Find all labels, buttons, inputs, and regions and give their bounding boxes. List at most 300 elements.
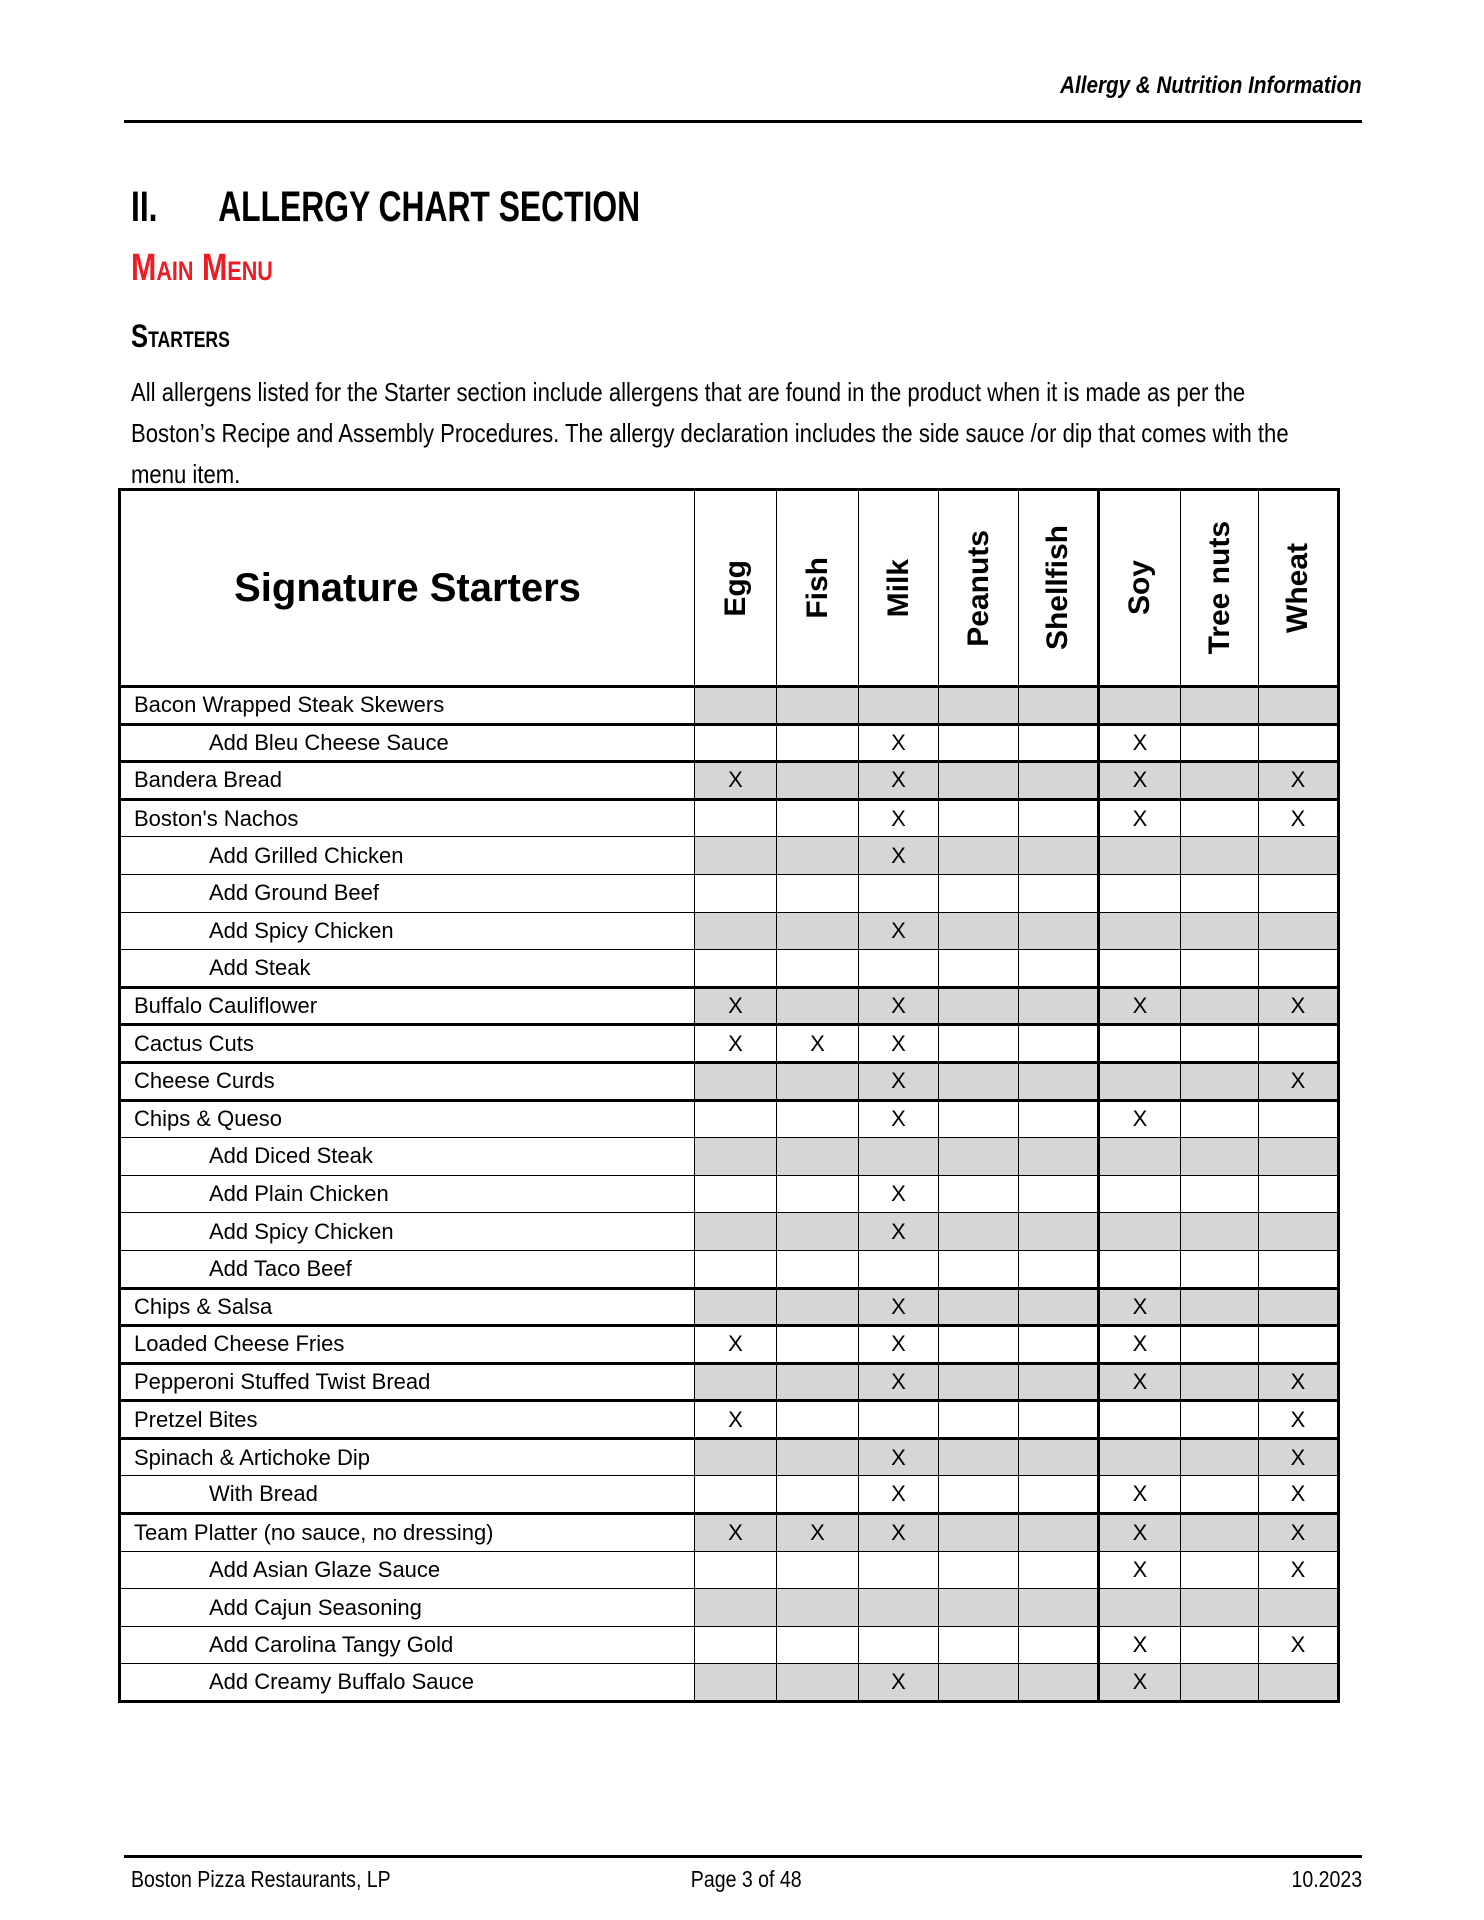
- allergen-mark-cell: X: [777, 1025, 859, 1063]
- section-number: II.: [131, 183, 158, 231]
- table-row: [120, 1401, 1339, 1439]
- allergen-mark-cell: [1259, 1175, 1339, 1213]
- menu-item-label: Add Grilled Chicken: [120, 837, 695, 875]
- allergen-mark-cell: [939, 1062, 1019, 1100]
- allergen-mark-cell: [1019, 1664, 1099, 1702]
- allergen-mark-cell: [1181, 1589, 1259, 1627]
- menu-item-label: Bacon Wrapped Steak Skewers: [120, 687, 695, 725]
- allergen-mark-cell: [777, 837, 859, 875]
- allergen-mark-cell: [1019, 1100, 1099, 1138]
- allergen-mark-cell: [1019, 1288, 1099, 1326]
- menu-item-label: Add Spicy Chicken: [120, 912, 695, 950]
- table-row: [120, 1025, 1339, 1063]
- allergen-mark-cell: X: [695, 762, 777, 800]
- table-row: [120, 1062, 1339, 1100]
- allergen-mark-cell: [939, 1514, 1019, 1552]
- table-row: [120, 1664, 1339, 1702]
- allergen-mark-cell: X: [1259, 1401, 1339, 1439]
- allergen-mark-cell: [859, 1138, 939, 1176]
- allergen-mark-cell: X: [1099, 724, 1181, 762]
- footer-date: 10.2023: [1291, 1866, 1362, 1892]
- allergen-mark-cell: [1181, 1514, 1259, 1552]
- table-row: [120, 724, 1339, 762]
- table-row: [120, 799, 1339, 837]
- allergen-mark-cell: [939, 1175, 1019, 1213]
- allergen-mark-cell: [1259, 874, 1339, 912]
- allergen-mark-cell: [1019, 762, 1099, 800]
- allergen-mark-cell: [777, 1363, 859, 1401]
- allergen-mark-cell: [1099, 1250, 1181, 1288]
- allergen-mark-cell: [1181, 1551, 1259, 1589]
- allergen-mark-cell: [695, 687, 777, 725]
- allergen-mark-cell: [939, 1326, 1019, 1364]
- allergen-mark-cell: [695, 1664, 777, 1702]
- allergen-mark-cell: [1019, 912, 1099, 950]
- allergen-mark-cell: [1099, 1401, 1181, 1439]
- allergen-mark-cell: [1259, 1664, 1339, 1702]
- allergen-mark-cell: [695, 950, 777, 988]
- allergen-mark-cell: [695, 1626, 777, 1664]
- allergen-mark-cell: X: [859, 1100, 939, 1138]
- allergen-mark-cell: X: [859, 1175, 939, 1213]
- table-row: [120, 1514, 1339, 1552]
- menu-item-label: Add Diced Steak: [120, 1138, 695, 1176]
- allergen-mark-cell: [1099, 1138, 1181, 1176]
- allergen-mark-cell: [1019, 1250, 1099, 1288]
- table-row: [120, 950, 1339, 988]
- menu-item-label: Boston's Nachos: [120, 799, 695, 837]
- allergen-mark-cell: [939, 1100, 1019, 1138]
- intro-line: menu item.: [131, 459, 241, 489]
- column-header-label: Shellfish: [1041, 525, 1074, 651]
- table-row: [120, 1438, 1339, 1476]
- allergen-mark-cell: [939, 1401, 1019, 1439]
- column-header-label: Tree nuts: [1202, 521, 1236, 655]
- allergen-mark-cell: [1259, 724, 1339, 762]
- allergen-mark-cell: X: [859, 799, 939, 837]
- allergen-mark-cell: [859, 1401, 939, 1439]
- allergen-mark-cell: [1259, 950, 1339, 988]
- intro-line: All allergens listed for the Starter section include allergens that are found in the product when it is made as per the: [131, 377, 1246, 407]
- section-heading: [131, 183, 819, 232]
- allergen-mark-cell: [695, 1062, 777, 1100]
- table-row: [120, 762, 1339, 800]
- allergen-mark-cell: [777, 1213, 859, 1251]
- column-header-shellfish: [1019, 490, 1099, 687]
- allergen-mark-cell: [939, 1213, 1019, 1251]
- allergen-mark-cell: [939, 987, 1019, 1025]
- menu-item-label: Add Steak: [120, 950, 695, 988]
- allergen-mark-cell: X: [1259, 987, 1339, 1025]
- footer-company: Boston Pizza Restaurants, LP: [131, 1866, 391, 1892]
- table-row: [120, 874, 1339, 912]
- column-header-label: Fish: [800, 557, 834, 619]
- allergen-mark-cell: X: [859, 912, 939, 950]
- table-row: [120, 987, 1339, 1025]
- allergen-mark-cell: X: [1099, 987, 1181, 1025]
- allergen-mark-cell: [695, 1138, 777, 1176]
- allergen-mark-cell: [1259, 1250, 1339, 1288]
- allergen-mark-cell: [1099, 1062, 1181, 1100]
- main-menu-heading-text: Main Menu: [131, 247, 273, 289]
- header-divider: [124, 120, 1362, 123]
- table-row: [120, 1288, 1339, 1326]
- allergen-mark-cell: [1019, 1476, 1099, 1514]
- allergen-mark-cell: [777, 1250, 859, 1288]
- allergen-mark-cell: [939, 950, 1019, 988]
- allergen-mark-cell: [1181, 1401, 1259, 1439]
- allergen-mark-cell: [1259, 1138, 1339, 1176]
- allergen-mark-cell: [1181, 987, 1259, 1025]
- allergen-mark-cell: [1019, 1551, 1099, 1589]
- allergen-mark-cell: [777, 762, 859, 800]
- allergen-mark-cell: X: [859, 1062, 939, 1100]
- allergen-mark-cell: [939, 1363, 1019, 1401]
- allergen-mark-cell: [695, 1288, 777, 1326]
- allergen-mark-cell: [1181, 1476, 1259, 1514]
- allergen-mark-cell: [1259, 1589, 1339, 1627]
- allergen-mark-cell: [939, 1438, 1019, 1476]
- allergen-mark-cell: [1099, 837, 1181, 875]
- allergen-mark-cell: [1019, 1326, 1099, 1364]
- allergen-mark-cell: X: [859, 987, 939, 1025]
- table-row: [120, 1589, 1339, 1627]
- allergen-mark-cell: [1099, 912, 1181, 950]
- allergen-mark-cell: X: [1259, 1438, 1339, 1476]
- allergen-mark-cell: [1099, 1589, 1181, 1627]
- allergen-mark-cell: [695, 1551, 777, 1589]
- allergen-mark-cell: [1019, 1025, 1099, 1063]
- allergen-mark-cell: [1181, 1250, 1259, 1288]
- allergen-mark-cell: [1181, 1100, 1259, 1138]
- column-header-label: Egg: [718, 559, 752, 617]
- footer-page-number-text: Page 3 of 48: [691, 1866, 802, 1892]
- allergen-mark-cell: [695, 724, 777, 762]
- allergen-mark-cell: [1019, 987, 1099, 1025]
- allergen-mark-cell: X: [1099, 1288, 1181, 1326]
- allergen-mark-cell: [1019, 1626, 1099, 1664]
- menu-item-label: With Bread: [120, 1476, 695, 1514]
- allergen-mark-cell: [939, 912, 1019, 950]
- allergen-mark-cell: [1259, 837, 1339, 875]
- allergen-mark-cell: X: [859, 762, 939, 800]
- allergen-mark-cell: [859, 687, 939, 725]
- allergen-mark-cell: X: [1259, 1626, 1339, 1664]
- footer-page-number: [131, 1866, 1362, 1893]
- column-header-peanuts: [939, 490, 1019, 687]
- menu-item-label: Bandera Bread: [120, 762, 695, 800]
- allergen-mark-cell: [695, 1175, 777, 1213]
- menu-item-label: Add Creamy Buffalo Sauce: [120, 1664, 695, 1702]
- table-row: [120, 1100, 1339, 1138]
- allergen-mark-cell: X: [1099, 1664, 1181, 1702]
- allergen-mark-cell: X: [859, 1438, 939, 1476]
- allergen-mark-cell: X: [1099, 1514, 1181, 1552]
- allergen-mark-cell: [939, 874, 1019, 912]
- allergen-mark-cell: [1181, 1025, 1259, 1063]
- allergen-mark-cell: [695, 874, 777, 912]
- menu-item-label: Add Bleu Cheese Sauce: [120, 724, 695, 762]
- allergen-mark-cell: [777, 912, 859, 950]
- allergen-mark-cell: X: [1259, 1062, 1339, 1100]
- starters-heading-text: Starters: [131, 318, 230, 354]
- menu-item-label: Pepperoni Stuffed Twist Bread: [120, 1363, 695, 1401]
- allergen-mark-cell: [777, 799, 859, 837]
- allergen-mark-cell: [1019, 1213, 1099, 1251]
- allergen-mark-cell: [939, 1589, 1019, 1627]
- allergen-mark-cell: [939, 1551, 1019, 1589]
- allergen-mark-cell: X: [695, 1025, 777, 1063]
- allergen-mark-cell: [1181, 874, 1259, 912]
- allergen-mark-cell: [859, 1626, 939, 1664]
- menu-item-label: Team Platter (no sauce, no dressing): [120, 1514, 695, 1552]
- allergen-mark-cell: [695, 912, 777, 950]
- allergy-table: [118, 488, 1340, 1703]
- column-header-label: Milk: [881, 558, 915, 618]
- column-header-tree-nuts: [1181, 490, 1259, 687]
- allergen-mark-cell: X: [1259, 1476, 1339, 1514]
- allergen-mark-cell: [777, 987, 859, 1025]
- allergen-mark-cell: [1019, 1138, 1099, 1176]
- allergen-mark-cell: [1181, 762, 1259, 800]
- menu-item-label: Add Taco Beef: [120, 1250, 695, 1288]
- allergen-mark-cell: [939, 1664, 1019, 1702]
- allergen-mark-cell: [695, 837, 777, 875]
- table-header-row: [120, 490, 1339, 687]
- menu-item-label: Add Plain Chicken: [120, 1175, 695, 1213]
- allergen-mark-cell: X: [1099, 1100, 1181, 1138]
- menu-item-label: Add Spicy Chicken: [120, 1213, 695, 1251]
- allergen-mark-cell: [1181, 724, 1259, 762]
- allergen-mark-cell: [695, 1100, 777, 1138]
- allergen-mark-cell: [939, 1626, 1019, 1664]
- allergen-mark-cell: X: [1259, 1514, 1339, 1552]
- column-header-label: Peanuts: [961, 529, 995, 647]
- table-title-cell: Signature Starters: [120, 490, 695, 687]
- allergen-mark-cell: [1099, 687, 1181, 725]
- allergen-mark-cell: [939, 1288, 1019, 1326]
- allergen-mark-cell: [1099, 1025, 1181, 1063]
- table-row: [120, 687, 1339, 725]
- allergen-mark-cell: [1019, 1175, 1099, 1213]
- allergen-mark-cell: [777, 1175, 859, 1213]
- allergen-mark-cell: [777, 1589, 859, 1627]
- menu-item-label: Add Cajun Seasoning: [120, 1589, 695, 1627]
- allergen-mark-cell: [777, 1476, 859, 1514]
- allergen-mark-cell: X: [859, 1288, 939, 1326]
- menu-item-label: Loaded Cheese Fries: [120, 1326, 695, 1364]
- allergen-mark-cell: X: [859, 1326, 939, 1364]
- intro-line: Boston’s Recipe and Assembly Procedures. The allergy declaration includes the side sauce /or dip that comes with the: [131, 418, 1289, 448]
- column-header-egg: [695, 490, 777, 687]
- allergen-mark-cell: [1019, 1401, 1099, 1439]
- table-row: [120, 1213, 1339, 1251]
- allergen-mark-cell: [1181, 1626, 1259, 1664]
- allergen-mark-cell: [695, 1213, 777, 1251]
- allergen-mark-cell: [1019, 1589, 1099, 1627]
- allergen-mark-cell: [1259, 1025, 1339, 1063]
- menu-item-label: Chips & Queso: [120, 1100, 695, 1138]
- allergen-mark-cell: [1259, 687, 1339, 725]
- table-row: [120, 1363, 1339, 1401]
- table-row: [120, 912, 1339, 950]
- allergen-mark-cell: [1181, 1363, 1259, 1401]
- allergen-mark-cell: [777, 1438, 859, 1476]
- table-row: [120, 1175, 1339, 1213]
- table-row: [120, 1551, 1339, 1589]
- allergen-mark-cell: [1019, 724, 1099, 762]
- allergen-mark-cell: [777, 874, 859, 912]
- allergen-mark-cell: [1181, 1438, 1259, 1476]
- allergen-mark-cell: [939, 1476, 1019, 1514]
- allergen-mark-cell: [1019, 1363, 1099, 1401]
- allergen-mark-cell: [777, 1100, 859, 1138]
- allergen-mark-cell: [695, 1363, 777, 1401]
- allergen-mark-cell: [777, 1664, 859, 1702]
- allergen-mark-cell: [1181, 799, 1259, 837]
- allergen-mark-cell: [777, 950, 859, 988]
- allergen-mark-cell: [777, 1401, 859, 1439]
- allergen-mark-cell: [777, 1626, 859, 1664]
- column-header-label: Wheat: [1281, 543, 1314, 633]
- allergen-mark-cell: [1099, 1175, 1181, 1213]
- allergen-mark-cell: [1181, 1664, 1259, 1702]
- footer-divider: [124, 1855, 1362, 1858]
- column-header-wheat: [1259, 490, 1339, 687]
- allergen-mark-cell: [695, 1476, 777, 1514]
- allergen-mark-cell: [1259, 1100, 1339, 1138]
- allergen-mark-cell: [939, 724, 1019, 762]
- allergen-mark-cell: [1181, 912, 1259, 950]
- menu-item-label: Buffalo Cauliflower: [120, 987, 695, 1025]
- allergen-mark-cell: X: [1099, 1326, 1181, 1364]
- allergen-mark-cell: X: [695, 1326, 777, 1364]
- table-row: [120, 1626, 1339, 1664]
- allergen-mark-cell: [1099, 874, 1181, 912]
- allergen-mark-cell: X: [1099, 1551, 1181, 1589]
- allergen-mark-cell: [859, 1589, 939, 1627]
- allergen-mark-cell: [1019, 874, 1099, 912]
- allergen-mark-cell: X: [695, 1514, 777, 1552]
- table-row: [120, 1250, 1339, 1288]
- allergen-mark-cell: [695, 1589, 777, 1627]
- allergen-mark-cell: X: [695, 1401, 777, 1439]
- allergen-mark-cell: [1019, 799, 1099, 837]
- allergen-mark-cell: [859, 950, 939, 988]
- allergen-mark-cell: [1099, 1438, 1181, 1476]
- allergen-mark-cell: [1019, 1514, 1099, 1552]
- allergen-mark-cell: X: [859, 724, 939, 762]
- allergen-mark-cell: [777, 1288, 859, 1326]
- allergen-mark-cell: [1181, 1138, 1259, 1176]
- table-row: [120, 1138, 1339, 1176]
- allergen-mark-cell: [777, 1138, 859, 1176]
- allergen-mark-cell: [1181, 1062, 1259, 1100]
- main-menu-heading: [131, 247, 308, 290]
- allergen-mark-cell: X: [859, 1363, 939, 1401]
- allergen-mark-cell: [1019, 1438, 1099, 1476]
- allergen-mark-cell: [777, 1551, 859, 1589]
- allergen-mark-cell: [1181, 837, 1259, 875]
- allergen-mark-cell: X: [859, 1476, 939, 1514]
- allergen-mark-cell: [777, 724, 859, 762]
- allergen-mark-cell: X: [1099, 1626, 1181, 1664]
- allergy-chart: [118, 488, 1340, 1703]
- allergen-mark-cell: [1181, 1175, 1259, 1213]
- allergen-mark-cell: [1259, 1213, 1339, 1251]
- allergen-mark-cell: [695, 1250, 777, 1288]
- allergen-mark-cell: [859, 1551, 939, 1589]
- allergen-mark-cell: [1019, 950, 1099, 988]
- allergen-mark-cell: X: [1099, 762, 1181, 800]
- allergen-mark-cell: [1181, 687, 1259, 725]
- allergen-mark-cell: X: [1099, 1476, 1181, 1514]
- allergen-mark-cell: X: [695, 987, 777, 1025]
- allergen-mark-cell: [777, 1062, 859, 1100]
- allergen-mark-cell: [1181, 1288, 1259, 1326]
- allergen-mark-cell: [1099, 1213, 1181, 1251]
- table-row: [120, 1476, 1339, 1514]
- allergen-mark-cell: [1181, 1326, 1259, 1364]
- allergen-mark-cell: [939, 1250, 1019, 1288]
- allergen-mark-cell: [859, 1250, 939, 1288]
- allergen-mark-cell: [939, 1138, 1019, 1176]
- allergen-mark-cell: X: [859, 1514, 939, 1552]
- allergen-mark-cell: X: [859, 837, 939, 875]
- menu-item-label: Pretzel Bites: [120, 1401, 695, 1439]
- allergen-mark-cell: [1259, 1326, 1339, 1364]
- allergen-mark-cell: [1259, 912, 1339, 950]
- starters-heading: [131, 318, 255, 355]
- allergen-mark-cell: [1259, 1288, 1339, 1326]
- table-row: [120, 837, 1339, 875]
- allergen-mark-cell: [1019, 687, 1099, 725]
- section-title: ALLERGY CHART SECTION: [218, 183, 641, 231]
- allergen-mark-cell: [939, 1025, 1019, 1063]
- page-header-title-text: Allergy & Nutrition Information: [1060, 72, 1362, 99]
- allergen-mark-cell: X: [1259, 1551, 1339, 1589]
- page-header-title: [1011, 72, 1362, 100]
- intro-paragraph: [131, 372, 1484, 495]
- menu-item-label: Cactus Cuts: [120, 1025, 695, 1063]
- menu-item-label: Cheese Curds: [120, 1062, 695, 1100]
- allergen-mark-cell: [859, 874, 939, 912]
- allergen-mark-cell: X: [859, 1664, 939, 1702]
- allergen-mark-cell: [695, 799, 777, 837]
- allergen-mark-cell: [939, 687, 1019, 725]
- allergen-mark-cell: [1019, 1062, 1099, 1100]
- column-header-label: Soy: [1123, 560, 1156, 616]
- allergen-mark-cell: [695, 1438, 777, 1476]
- section-heading-text: [131, 183, 640, 232]
- allergen-mark-cell: [939, 799, 1019, 837]
- menu-item-label: Add Asian Glaze Sauce: [120, 1551, 695, 1589]
- column-header-soy: [1099, 490, 1181, 687]
- allergen-mark-cell: X: [1259, 1363, 1339, 1401]
- allergen-mark-cell: X: [859, 1025, 939, 1063]
- allergen-mark-cell: [1099, 950, 1181, 988]
- menu-item-label: Spinach & Artichoke Dip: [120, 1438, 695, 1476]
- allergen-mark-cell: X: [1259, 799, 1339, 837]
- column-header-milk: [859, 490, 939, 687]
- menu-item-label: Add Carolina Tangy Gold: [120, 1626, 695, 1664]
- column-header-fish: [777, 490, 859, 687]
- allergen-mark-cell: [1019, 837, 1099, 875]
- menu-item-label: Chips & Salsa: [120, 1288, 695, 1326]
- table-row: [120, 1326, 1339, 1364]
- allergy-table-body: [120, 687, 1339, 1702]
- allergen-mark-cell: X: [1099, 799, 1181, 837]
